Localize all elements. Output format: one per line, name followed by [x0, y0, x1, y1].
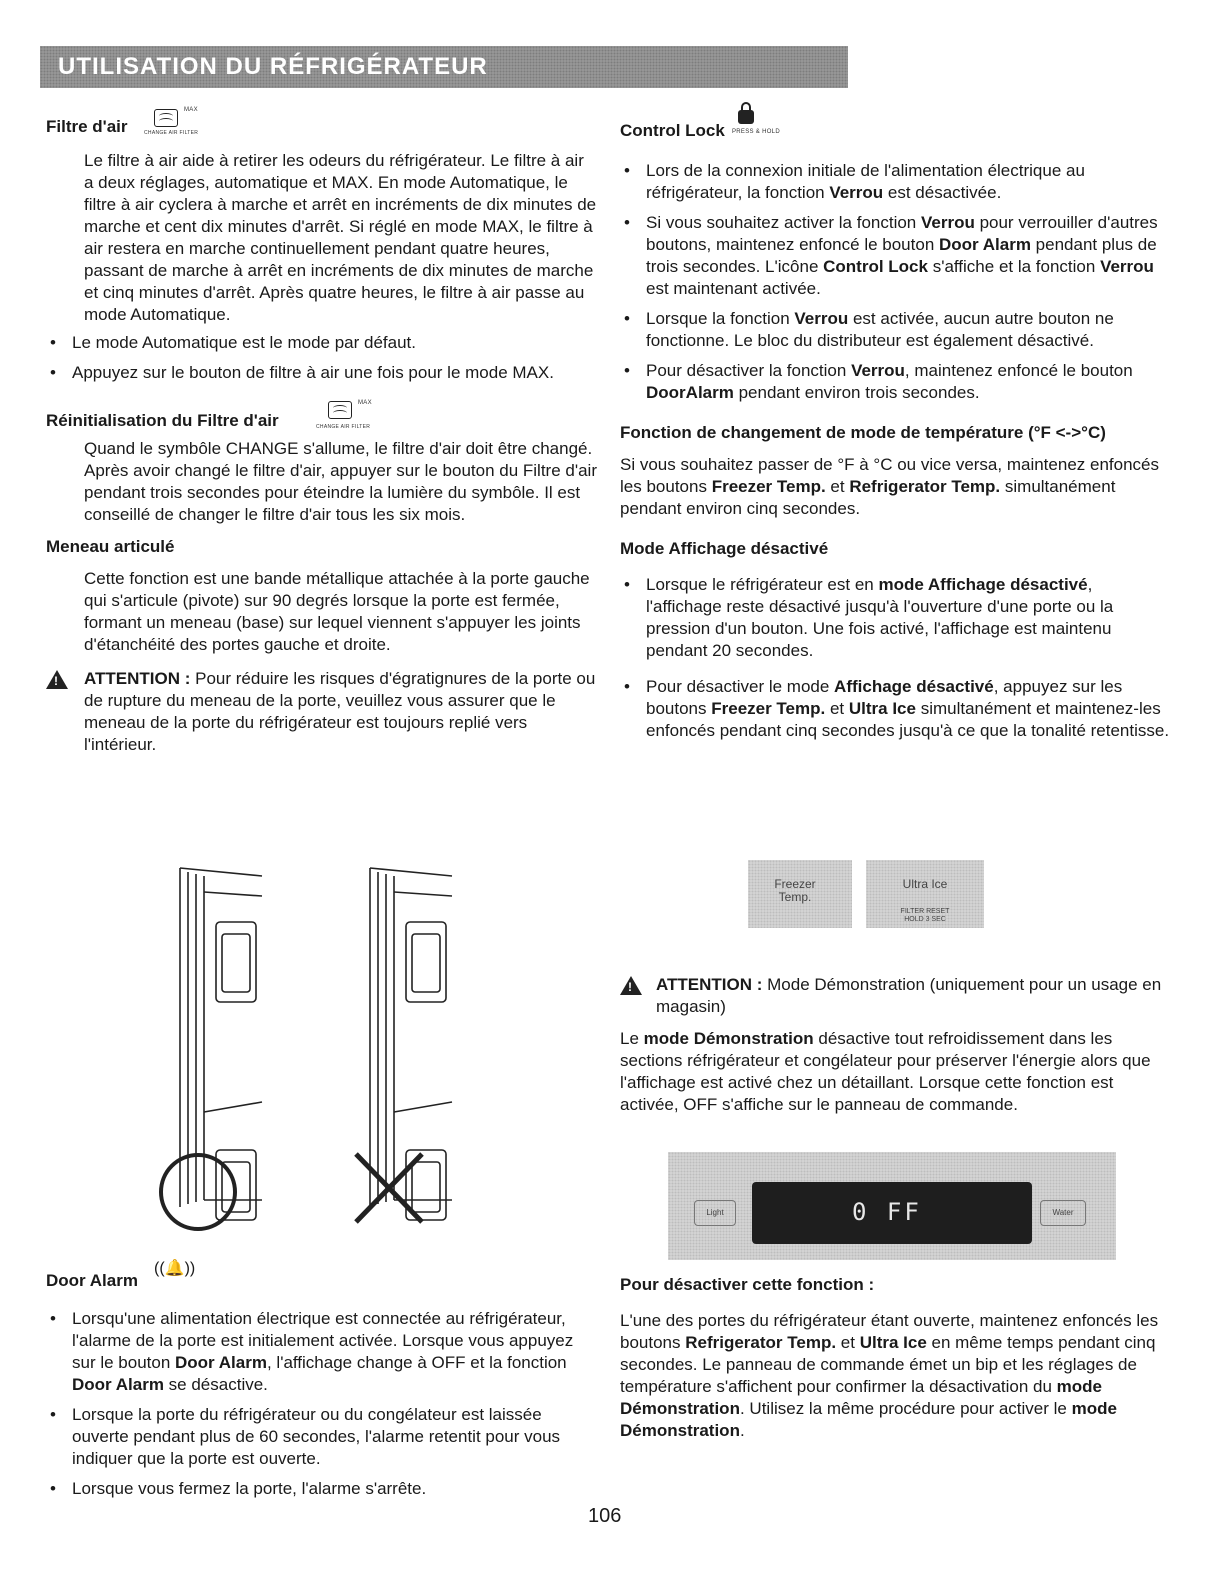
attention-label: ATTENTION :	[84, 669, 191, 688]
filter-reset-label: FILTER RESET HOLD 3 SEC	[900, 908, 950, 923]
air-filter-icon	[328, 398, 352, 420]
list-item: • Lorsque le réfrigérateur est en mode Affichage désactivé, l'affichage reste désactivé jusqu'à l'ouverture d'une porte ou la pression d'un bouton. Une fois activé, l'affichage est maintenu pendant 20 secondes.	[620, 574, 1170, 662]
display-off-bullets	[620, 574, 1170, 742]
off-readout: 0 FF	[852, 1198, 922, 1226]
attention-label: ATTENTION :	[656, 975, 763, 994]
door-alarm-section	[46, 1260, 598, 1508]
air-filter-icon-caption: CHANGE AIR FILTER	[144, 130, 199, 136]
control-lock-icon-caption: PRESS & HOLD	[732, 129, 780, 135]
list-item: • Si vous souhaitez activer la fonction Verrou pour verrouiller d'autres boutons, maintenez enfoncé le bouton Door Alarm pendant plus de trois secondes. L'icône Control Lock s'affiche et la fonction Verrou est maintenant activée.	[620, 212, 1170, 300]
water-button: Water	[1040, 1200, 1086, 1226]
list-item: • Pour désactiver le mode Affichage désactivé, appuyez sur les boutons Freezer Temp. et Ultra Ice simultanément et maintenez-les enfoncés pendant cinq secondes jusqu'à ce que la tonalité retentisse.	[620, 676, 1170, 742]
list-item: • Lorsque la fonction Verrou est activée, aucun autre bouton ne fonctionne. Le bloc du distributeur est également désactivé.	[620, 308, 1170, 352]
control-panel-photo	[668, 1152, 1116, 1260]
mullion-illustration	[150, 862, 460, 1234]
air-filter-paragraph: Le filtre à air aide à retirer les odeurs du réfrigérateur. Le filtre à air a deux réglages, automatique et MAX. En mode Automatique, le filtre à air cyclera à marche et arrêt en incréments de dix minutes de marche et cent dix minutes d'arrêt. Si réglé en mode MAX, le filtre à air restera en marche continuellement pendant quatre heures, passant de marche à arrêt en incréments de dix minutes de marche et cinq minutes d'arrêt. Après quatre heures, le filtre à air passe au mode Automatique.	[84, 151, 597, 324]
page-number: 106	[588, 1505, 622, 1527]
filter-reset-max-label: MAX	[358, 400, 372, 406]
filter-reset-icon-caption: CHANGE AIR FILTER	[316, 424, 371, 430]
list-item: • Le mode Automatique est le mode par défaut.	[46, 332, 598, 354]
right-column	[620, 94, 1170, 750]
ultra-ice-label: Ultra Ice	[902, 877, 948, 891]
deactivate-title: Pour désactiver cette fonction :	[620, 1275, 875, 1294]
freezer-temp-label: Freezer Temp.	[774, 877, 816, 904]
light-button: Light	[694, 1200, 736, 1226]
mullion-attention	[46, 668, 598, 756]
list-item: • Pour désactiver la fonction Verrou, maintenez enfoncé le bouton DoorAlarm pendant environ trois secondes.	[620, 360, 1170, 404]
temp-mode-title: Fonction de changement de mode de température (°F <->°C)	[620, 423, 1106, 442]
demo-attention	[620, 974, 1170, 1018]
demo-paragraph: Le mode Démonstration désactive tout refroidissement dans les sections réfrigérateur et congélateur pour préserver l'énergie alors que l'affichage est activé chez un détaillant. Lorsque cette fonction est activée, OFF s'affiche sur le panneau de commande.	[620, 1029, 1151, 1114]
air-filter-icon	[154, 106, 178, 128]
display-screen	[752, 1182, 1032, 1244]
lock-icon	[738, 110, 754, 124]
control-lock-bullets	[620, 160, 1170, 404]
air-filter-title: Filtre d'air	[46, 117, 128, 136]
mullion-paragraph: Cette fonction est une bande métallique attachée à la porte gauche qui s'articule (pivote) sur 90 degrés lorsque la porte est fermée, formant un meneau (base) sur lequel viennent s'appuyer les joints d'étanchéité des portes gauche et droite.	[84, 569, 590, 654]
filter-reset-heading	[46, 392, 598, 436]
list-item: • Lorsque la porte du réfrigérateur ou du congélateur est laissée ouverte pendant plus de 60 secondes, l'alarme retentit pour vous indiquer que la porte est ouverte.	[46, 1404, 598, 1470]
control-lock-heading	[620, 94, 1170, 144]
filter-reset-paragraph: Quand le symbôle CHANGE s'allume, le filtre d'air doit être changé. Après avoir changé le filtre d'air, appuyer sur le bouton du Filtre d'air pendant trois secondes pour éteindre la lumière du symbôle. Il est conseillé de changer le filtre d'air tous les six mois.	[84, 439, 597, 524]
list-item: • Lorsque vous fermez la porte, l'alarme s'arrête.	[46, 1478, 598, 1500]
control-lock-title: Control Lock	[620, 121, 725, 140]
filter-reset-title: Réinitialisation du Filtre d'air	[46, 411, 279, 430]
bell-icon: ((🔔))	[154, 1260, 196, 1277]
list-item: • Lors de la connexion initiale de l'alimentation électrique au réfrigérateur, la fonction Verrou est désactivée.	[620, 160, 1170, 204]
attention-text: Mode Démonstration (uniquement pour un usage en magasin)	[656, 975, 1162, 1016]
list-item: • Lorsqu'une alimentation électrique est connectée au réfrigérateur, l'alarme de la porte est initialement activée. Lorsque vous appuyez sur le bouton Door Alarm, l'affichage change à OFF et la fonction Door Alarm se désactive.	[46, 1308, 598, 1396]
deactivate-paragraph: L'une des portes du réfrigérateur étant ouverte, maintenez enfoncés les boutons Refrigerator Temp. et Ultra Ice en même temps pendant cinq secondes. Le panneau de commande émet un bip et les réglages de température s'affichent pour confirmer la désactivation du mode Démonstration. Utilisez la même procédure pour activer le mode Démonstration.	[620, 1311, 1159, 1440]
section-title: UTILISATION DU RÉFRIGÉRATEUR	[58, 53, 488, 80]
warning-icon	[620, 976, 642, 995]
display-off-title: Mode Affichage désactivé	[620, 539, 829, 558]
air-filter-max-label: MAX	[184, 107, 198, 113]
air-filter-heading	[46, 100, 598, 144]
freezer-temp-button-photo	[748, 860, 852, 928]
list-item: • Appuyez sur le bouton de filtre à air une fois pour le mode MAX.	[46, 362, 598, 384]
temp-mode-paragraph: Si vous souhaitez passer de °F à °C ou vice versa, maintenez enfoncés les boutons Freezer Temp. et Refrigerator Temp. simultanément pendant environ cinq secondes.	[620, 455, 1159, 518]
door-alarm-bullets	[46, 1308, 598, 1500]
left-column	[46, 100, 598, 756]
attention-text: Pour réduire les risques d'égratignures de la porte ou de rupture du meneau de la porte, veuillez vous assurer que le meneau de la porte du réfrigérateur est toujours replié vers l'intérieur.	[84, 669, 596, 754]
ultra-ice-button-photo	[866, 860, 984, 928]
door-alarm-title: Door Alarm	[46, 1271, 138, 1290]
air-filter-bullets	[46, 332, 598, 384]
deactivate-section	[620, 1274, 1170, 1442]
mullion-title: Meneau articulé	[46, 537, 175, 556]
demo-mode-section	[620, 974, 1170, 1116]
warning-icon	[46, 670, 68, 689]
section-banner	[40, 46, 848, 88]
